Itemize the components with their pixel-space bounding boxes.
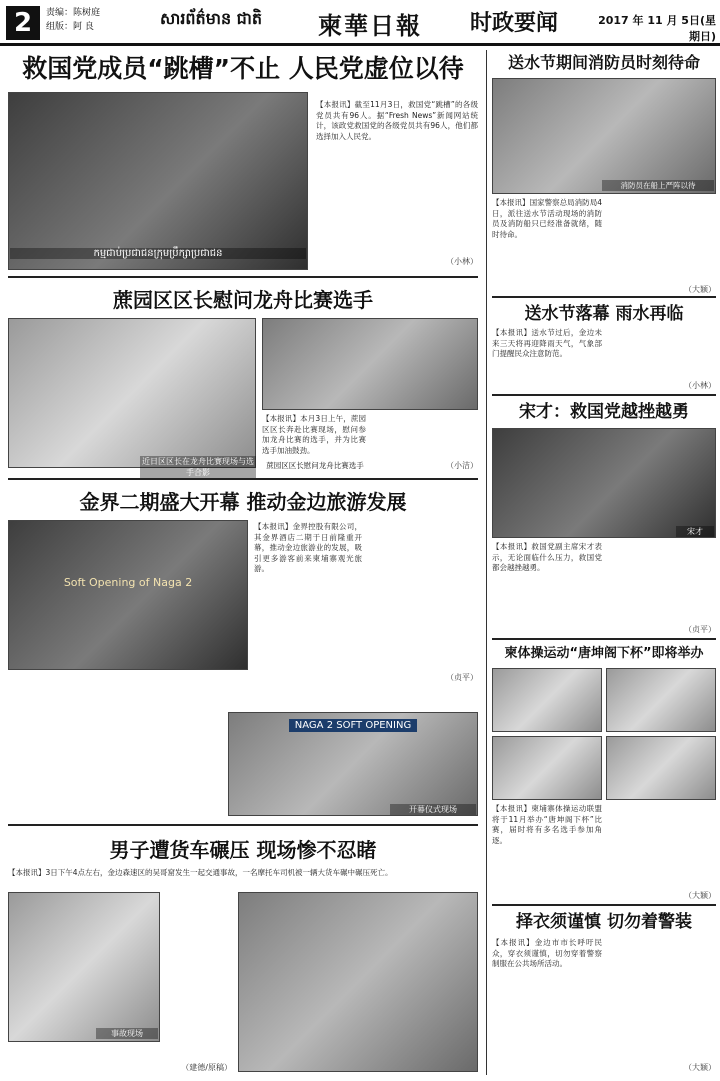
- story3-photo-ceremony: [228, 712, 478, 816]
- story2-body: 【本报讯】本月3日上午，蔗园区区长奔赴比赛现场，慰问参加龙舟比赛的选手，并为比赛选手加油鼓劲。: [262, 414, 366, 455]
- story4-credit: （建德/原稿）: [181, 1063, 232, 1072]
- right4-photo-2: [606, 668, 716, 732]
- newspaper-logo: 柬華日報: [318, 11, 422, 40]
- divider: [492, 296, 716, 298]
- divider: [492, 638, 716, 640]
- right4-photo-1: [492, 668, 602, 732]
- story3-headline: 金界二期盛大开幕 推动金边旅游发展: [79, 490, 407, 514]
- story3-photo2-label: NAGA 2 SOFT OPENING: [289, 719, 417, 732]
- right5-credit: （大颖）: [684, 1063, 716, 1072]
- story2-caption: 蔗园区区长慰问龙舟比赛选手: [266, 461, 364, 470]
- story4-photo-scene: [238, 892, 478, 1072]
- right4-headline: 柬体操运动“唐坤阁下杯”即将举办: [504, 646, 704, 661]
- right3-photo: [492, 428, 716, 538]
- story4-photo-caption: 事故现场: [96, 1028, 158, 1039]
- right2-credit: （小林）: [684, 381, 716, 390]
- story3-body-col1: [8, 676, 124, 806]
- editor-credits: [46, 6, 146, 34]
- story2-credit: （小洁）: [446, 461, 478, 470]
- column-divider: [486, 50, 487, 1075]
- story1-photo-caption: កម្មជាប់ប្រជាជនក្រុមប្រឹក្សាប្រជាជន: [10, 248, 306, 259]
- story4-body-cont: [166, 892, 232, 1060]
- divider: [8, 478, 478, 480]
- divider: [8, 824, 478, 826]
- right5-body-cont: [606, 938, 716, 1060]
- divider: [8, 276, 478, 278]
- right1-photo: [492, 78, 716, 194]
- right5-body: 【本报讯】金边市市长呼吁民众，穿衣须谨慎，切勿穿着警察制服在公共场所活动。: [492, 938, 602, 968]
- story1-credit: （小林）: [446, 257, 478, 266]
- right1-body-cont: [606, 198, 716, 282]
- story4-headline: 男子遭货车碾压 现场惨不忍睹: [109, 838, 377, 862]
- story3-body-col3: [368, 522, 478, 672]
- right4-photo-3: [492, 736, 602, 800]
- right1-photo-caption: 消防员在船上严阵以待: [602, 180, 714, 191]
- story3-credit: （贞平）: [446, 673, 478, 682]
- right4-photo-4: [606, 736, 716, 800]
- story2-headline: 蔗园区区长慰问龙舟比赛选手: [113, 288, 373, 312]
- story2-photo-caption: 近日区区长在龙舟比赛现场与选手合影: [142, 457, 254, 477]
- right1-body: 【本报讯】国家警察总局消防局4日，派往送水节活动现场的消防员及消防船只已经准备就绪，随时待命。: [492, 198, 602, 239]
- right4-body-cont: [606, 804, 716, 888]
- right3-photo-caption: 宋才: [676, 526, 714, 537]
- issue-date: 2017 年 11 月 5日(星期日): [598, 14, 716, 43]
- khmer-masthead: សារព័ត៌មាន ជាតិ: [160, 9, 263, 28]
- right2-body: 【本报讯】送水节过后，金边未来三天将再迎降雨天气，气象部门提醒民众注意防范。: [492, 328, 602, 358]
- divider: [492, 394, 716, 396]
- right3-headline: 宋才：救国党越挫越勇: [519, 402, 689, 422]
- story2-photo-ceremony: [262, 318, 478, 410]
- story3-photo-speech: [8, 520, 248, 670]
- story4-photo-truck: [8, 892, 160, 1042]
- right3-credit: （贞平）: [684, 625, 716, 634]
- story1-headline: 救国党成员“跳槽”不止 人民党虚位以待: [22, 54, 464, 83]
- right5-headline: 择衣须谨慎 切勿着警装: [516, 912, 692, 932]
- right2-body-cont: [606, 328, 716, 378]
- story3-body: 【本报讯】金界控股有限公司，其金界酒店二期于日前隆重开幕，推动金边旅游业的发展，吸引更多游客前来柬埔寨观光旅游。: [254, 522, 362, 573]
- right1-credit: （大颖）: [684, 285, 716, 294]
- story3-photo2-caption: 开幕仪式现场: [390, 804, 476, 815]
- right3-body-cont: [606, 542, 716, 622]
- right4-body: 【本报讯】柬埔寨体操运动联盟将于11月举办“唐坤阁下杯”比赛，届时将有多名选手参加角逐。: [492, 804, 602, 845]
- story1-photo: [8, 92, 308, 270]
- story4-lead: 【本报讯】3日下午4点左右，金边森速区的吴哥窟发生一起交通事故，一名摩托车司机被一辆大货车碾中碾压死亡。: [8, 868, 393, 877]
- story2-body-cont: [370, 414, 478, 460]
- right1-headline: 送水节期间消防员时刻待命: [507, 53, 700, 72]
- story3-body-col2: [128, 676, 222, 806]
- story3-photo1-label: Soft Opening of Naga 2: [63, 576, 193, 589]
- story2-photo-group: [8, 318, 256, 468]
- editor-line: 责编：陈树庭: [46, 8, 101, 18]
- right2-headline: 送水节落幕 雨水再临: [524, 304, 684, 324]
- section-title: 时政要闻: [470, 11, 559, 36]
- right3-body: 【本报讯】救国党副主席宋才表示，无论面临什么压力，救国党都会越挫越勇。: [492, 542, 602, 572]
- layout-line: 组版：阿 良: [46, 22, 94, 32]
- divider: [492, 904, 716, 906]
- story1-body: 【本报讯】截至11月3日，救国党“跳槽”的各级党员共有96人。据“Fresh News”新闻网站统计，该政党救国党的各级党员共有96人，他们都选择加入人民党。: [316, 100, 478, 141]
- page-number: 2: [6, 6, 40, 40]
- right4-credit: （大颖）: [684, 891, 716, 900]
